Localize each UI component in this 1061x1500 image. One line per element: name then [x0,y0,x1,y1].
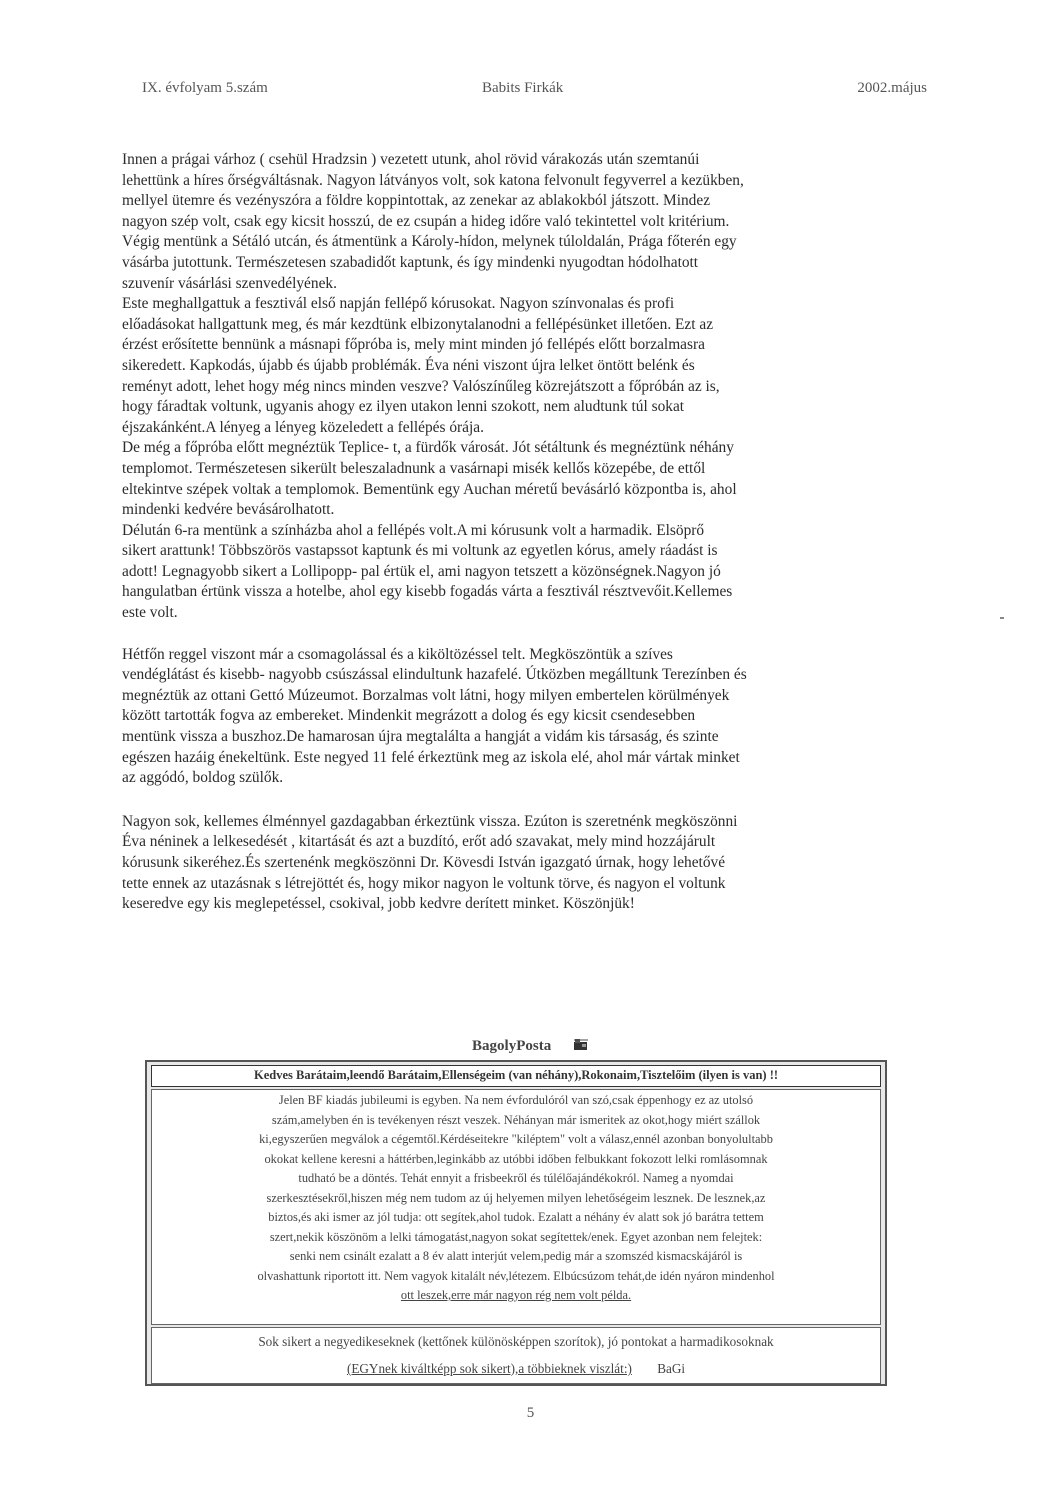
text-line: szuvenír vásárlási szenvedélyének. [122,274,337,292]
text-line: érzést erősítette bennünk a másnapi főpróba is, mely mint minden jó fellépés előtt borzalmasra [122,336,705,354]
paragraph-gap [122,789,902,812]
letter-line: biztos,és aki ismer az jól tudja: ott segítek,ahol tudok. Ezalatt a néhány év alatt sok jó barátra tettem [268,1210,764,1224]
text-line: megnéztük az ottani Gettó Múzeumot. Borzalmas volt látni, hogy milyen embertelen körülmények [122,686,730,704]
text-line: éjszakánként.A lényeg a lényeg közeledett a fellépés órája. [122,418,484,436]
letter-line: szert,nekik köszönöm a lelki támogatást,nagyon sokat segítettek/enek. Egyet azonban nem felejtek: [269,1229,763,1244]
text-line: lehettünk a híres őrségváltásnak. Nagyon látványos volt, sok katona felvonult fegyverrel a kezükben, [122,171,744,189]
letter-line: tudható be a döntés. Tehát ennyit a frisbeekről és túlélőajándékokról. Nameg a nyomdai [298,1171,734,1185]
letter-line: okokat kellene keresni a háttérben,leginkább az utóbbi időben felbukkant fokozott lelki romlásomnak [264,1151,768,1166]
text-line: vendéglátást és kisebb- nagyobb csúszással elindultunk hazafelé. Útközben megálltunk Terezínben és [122,666,747,684]
scan-speck [1000,617,1004,619]
footer-line: Sok sikert a negyedikeseknek (kettőnek különösképpen szorítok), jó pontokat a harmadikosoknak [258,1334,774,1349]
text-line: keseredve egy kis meglepetéssel, csokival, jobb kedvre derített minket. Köszönjük! [122,895,635,913]
footer-line-2 [152,1355,880,1382]
bagolyposta-footer [151,1327,881,1384]
article-body [122,150,902,915]
text-line: adott! Legnagyobb sikert a Lollipopp- pal értük el, ami nagyon tetszett a közönségnek.Nagyon jó [122,562,721,580]
page-header [142,80,927,102]
text-line: Délután 6-ra mentünk a színházba ahol a fellépés volt.A mi kórusunk volt a harmadik. Elsöprő [122,521,705,539]
article-part-1 [122,150,902,624]
mailbox-icon [573,1038,589,1051]
text-line: este volt. [122,604,178,622]
bagolyposta-box [145,1060,887,1386]
page-number: 5 [526,1405,535,1421]
text-line: Végig mentünk a Sétáló utcán, és átmentünk a Károly-hídon, melynek túloldalán, Prága főterén egy [122,233,737,251]
footer-line-text: (EGYnek kiváltképp sok sikert),a többieknek viszlát:) [346,1361,632,1376]
text-line: hogy fáradtak voltunk, ugyanis ahogy ez ilyen utakon lenni szokott, nem aludtunk túl sokat [122,398,685,416]
text-line: De még a főpróba előtt megnéztük Teplice- t, a fürdők városát. Jót sétáltunk és megnéztünk néhány [122,439,734,457]
letter-line: ki,egyszerűen megválok a cégemtől.Kérdéseitekre "kiléptem" volt a válasz,ennél azonban bonyolultabb [259,1132,773,1146]
text-line: eltekintve szépek voltak a templomok. Bementünk egy Auchan méretű bevásárló központba is, ahol [122,480,737,498]
letter-line: Jelen BF kiadás jubileumi is egyben. Na nem évfordulóról van szó,csak éppenhogy ez az utolsó [278,1093,754,1107]
text-line: mindenki kedvére bevásárolhatott. [122,501,335,519]
paragraph-gap [122,624,902,645]
text-line: sikeredett. Kapkodás, újabb és újabb problémák. Éva néni viszont újra lelket öntött belénk és [122,356,695,374]
text-line: Nagyon sok, kellemes élménnyel gazdagabban érkeztünk vissza. Ezúton is szeretnénk megköszönni [122,812,738,830]
publication-title: Babits Firkák [482,80,564,96]
text-line: előadásokat hallgattunk meg, és már kezdtünk elbizonytalanodni a fellépésünket illetően. Ezt az [122,315,714,333]
bagolyposta-greeting: Kedves Barátaim,leendő Barátaim,Ellenségeim (van néhány),Rokonaim,Tisztelőim (ilyen is van) !! [151,1065,881,1087]
bagolyposta-letter [151,1089,881,1325]
text-line: hangulatban értünk vissza a hotelbe, ahol egy kisebb fogadás várta a fesztivál résztvevőit.Kellemes [122,583,733,601]
issue-label: IX. évfolyam 5.szám [142,80,268,96]
letter-line: senki nem csinált ezalatt a 8 év alatt interjút velem,pedig már a szomszéd kismacskájáról is [289,1249,743,1263]
text-line: között tartották fogva az embereket. Mindenkit megrázott a dolog és egy kicsit csendesebben [122,707,696,725]
letter-line: olvashattunk riportott itt. Nem vagyok kitalált név,létezem. Elbúcsúzom tehát,de idén nyáron mindenhol [257,1268,775,1283]
text-line: Este meghallgattuk a fesztivál első napján fellépő kórusokat. Nagyon színvonalas és profi [122,295,675,313]
text-line: kórusunk sikeréhez.És szertenénk megköszönni Dr. Kövesdi István igazgató úrnak, hogy lehetővé [122,854,726,871]
bagolyposta-title: BagolyPosta [472,1038,552,1054]
text-line: tette ennek az utazásnak s létrejöttét és, hogy mikor nagyon le voltunk törve, és nagyon el voltunk [122,874,726,892]
bagolyposta-heading [0,1038,1061,1055]
text-line: nagyon szép volt, csak egy kicsit hosszú, de ez csupán a hideg időre való tekintettel volt kritérium. [122,212,730,230]
letter-line: ott leszek,erre már nagyon rég nem volt példa. [400,1288,632,1302]
text-line: Éva néninek a lelkesedését , kitartását és azt a buzdító, erőt adó szavakat, mely mind hozzájárult [122,833,716,851]
text-line: mentünk vissza a buszhoz.De hamarosan újra megtalálta a hangját a vidám kis társaság, és szinte [122,728,719,746]
article-part-2 [122,645,902,789]
signature: BaGi [657,1361,686,1376]
issue-date: 2002.május [857,80,927,96]
article-part-3 [122,812,902,915]
text-line: egészen hazáig énekeltünk. Este negyed 11 felé érkeztünk meg az iskola elé, ahol már vártak minket [122,748,740,766]
text-line: sikert arattunk! Többszörös vastapssot kaptunk és mi voltunk az egyetlen kórus, amely ráadást is [122,542,718,560]
text-line: vásárba jutottunk. Természetesen szabadidőt kaptunk, és így mindenki nyugodtan hódolhatott [122,253,699,271]
letter-line: szerkesztésekről,hiszen még nem tudom az új helyemen milyen lehetőségeim lesznek. De lesznek,az [266,1190,766,1205]
text-line: Hétfőn reggel viszont már a csomagolással és a kiköltözéssel telt. Megköszöntük a szíves [122,645,673,663]
text-line: mellyel ütemre és vezényszóra a földre koppintottak, az zenekar az ablakokból játszott. Mindez [122,192,711,210]
text-line: Innen a prágai várhoz ( csehül Hradzsin ) vezetett utunk, ahol rövid várakozás után szemtanúi [122,151,700,168]
text-line: reményt adott, lehet hogy még nincs minden veszve? Valószínűleg közrejátszott a főpróbán az is, [122,377,720,395]
letter-line: szám,amelyben én is tevékenyen részt veszek. Néhányan már ismeritek az okot,hogy miért szállok [271,1112,761,1127]
text-line: az aggódó, boldog szülők. [122,769,284,787]
text-line: templomot. Természetesen sikerült beleszaladnunk a vasárnapi misék kellős közepébe, de ettől [122,459,706,477]
